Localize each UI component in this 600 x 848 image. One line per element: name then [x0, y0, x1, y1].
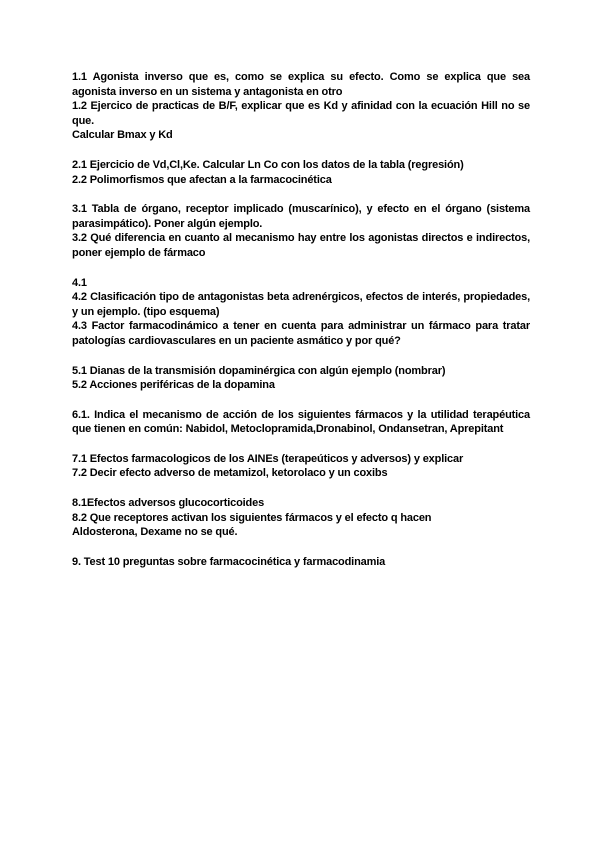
question-8-1: 8.1Efectos adversos glucocorticoides — [72, 497, 265, 510]
question-2-2: 2.2 Polimorfismos que afectan a la farmacocinética — [72, 173, 332, 186]
question-5-2: 5.2 Acciones periféricas de la dopamina — [72, 379, 275, 392]
section-4 — [72, 276, 530, 349]
question-3-2: 3.2 Qué diferencia en cuanto al mecanismo hay entre los agonistas directos e indirectos, poner ejemplo de fármaco — [72, 232, 530, 259]
question-7-2: 7.2 Decir efecto adverso de metamizol, ketorolaco y un coxibs — [72, 467, 388, 480]
section-8 — [72, 496, 530, 540]
document-page — [72, 70, 530, 584]
question-4-1: 4.1 — [72, 276, 87, 289]
section-1 — [72, 70, 530, 143]
question-2-1: 2.1 Ejercicio de Vd,Cl,Ke. Calcular Ln Co con los datos de la tabla (regresión) — [72, 158, 464, 171]
section-9 — [72, 555, 530, 570]
question-4-3: 4.3 Factor farmacodinámico a tener en cuenta para administrar un fármaco para tratar patologías cardiovasculares en un paciente asmático y por qué? — [72, 320, 530, 347]
question-7-1: 7.1 Efectos farmacologicos de los AINEs (terapeúticos y adversos) y explicar — [72, 452, 464, 465]
question-9: 9. Test 10 preguntas sobre farmacocinética y farmacodinamia — [72, 555, 386, 568]
section-6 — [72, 408, 530, 437]
section-5 — [72, 364, 530, 393]
question-8-2-drugs: Aldosterona, Dexame no se qué. — [72, 526, 238, 539]
question-1-2-task: Calcular Bmax y Kd — [72, 129, 173, 142]
question-5-1: 5.1 Dianas de la transmisión dopaminérgica con algún ejemplo (nombrar) — [72, 364, 446, 377]
section-7 — [72, 452, 530, 481]
question-3-1: 3.1 Tabla de órgano, receptor implicado (muscarínico), y efecto en el órgano (sistema parasimpático). Poner algún ejemplo. — [72, 203, 530, 230]
question-8-2: 8.2 Que receptores activan los siguientes fármacos y el efecto q hacen — [72, 511, 432, 524]
section-3 — [72, 202, 530, 260]
question-6-1: 6.1. Indica el mecanismo de acción de los siguientes fármacos y la utilidad terapéutica que tienen en común: Nabidol, Metoclopramida,Dronabinol, Ondansetran, Aprepitant — [72, 408, 530, 436]
section-2 — [72, 158, 530, 187]
question-4-2: 4.2 Clasificación tipo de antagonistas beta adrenérgicos, efectos de interés, propiedades, y un ejemplo. (tipo esquema) — [72, 291, 530, 318]
question-1-1: 1.1 Agonista inverso que es, como se explica su efecto. Como se explica que sea agonista inverso en un sistema y antagonista en otro — [72, 71, 530, 98]
question-1-2: 1.2 Ejercico de practicas de B/F, explicar que es Kd y afinidad con la ecuación Hill no se que. — [72, 100, 530, 127]
